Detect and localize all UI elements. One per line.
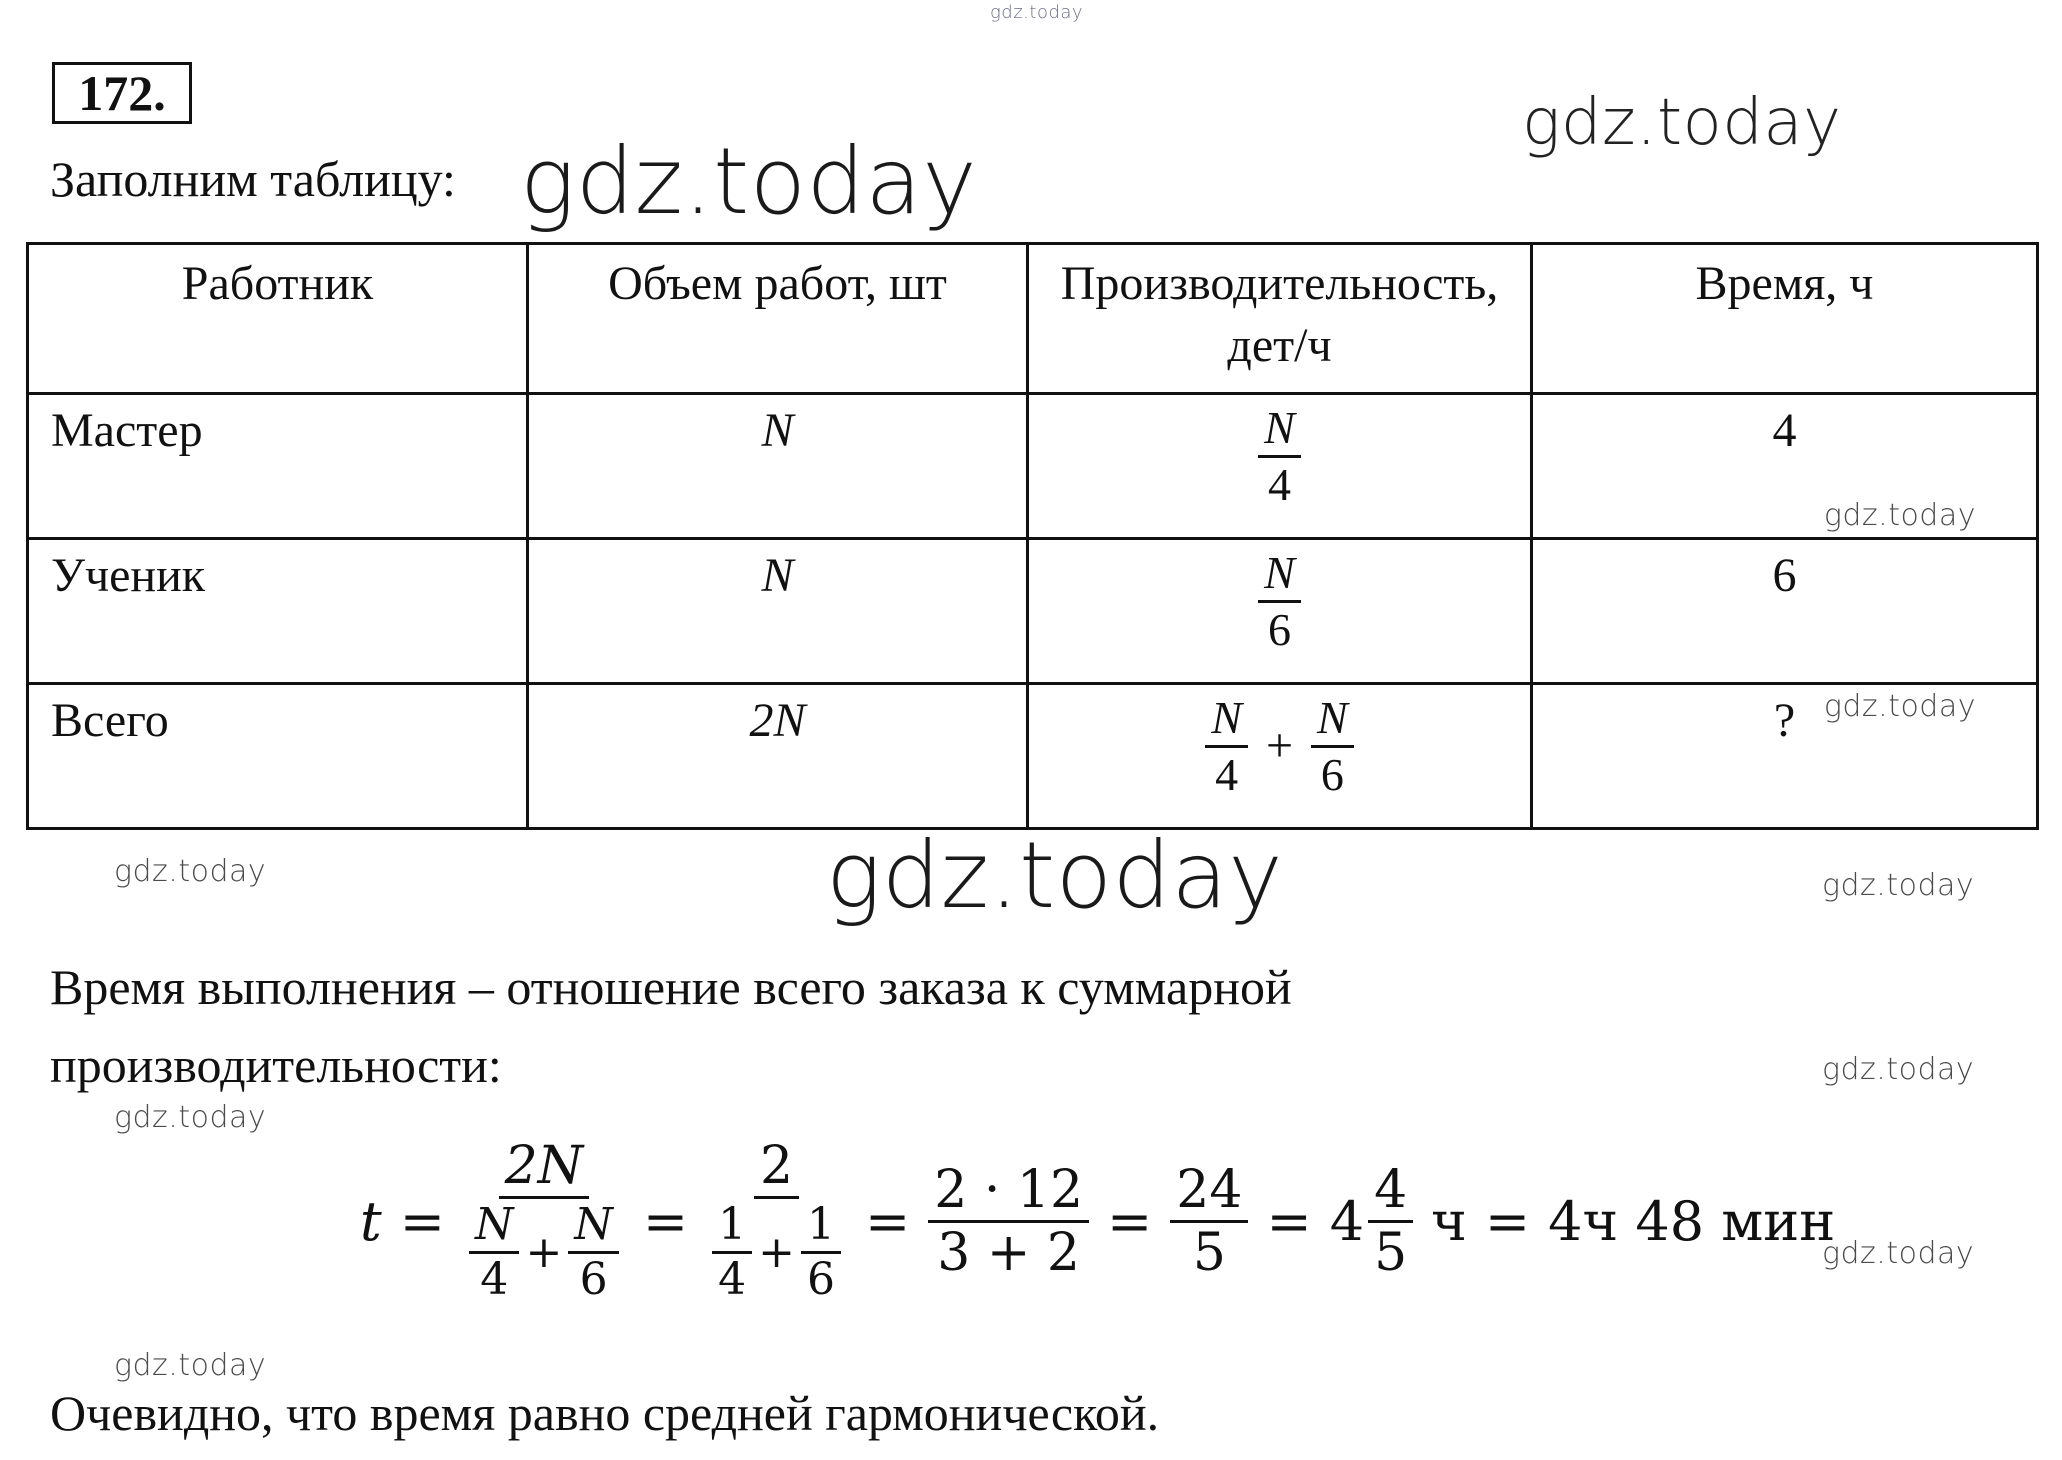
cell-volume: 2N — [528, 684, 1028, 829]
intro-text: Заполним таблицу: — [50, 151, 456, 207]
watermark-right-4: gdz.today — [1822, 1052, 1975, 1087]
watermark-left-2: gdz.today — [114, 1100, 267, 1135]
problem-number: 172. — [52, 62, 192, 124]
watermark-cell-2: gdz.today — [1823, 689, 1976, 724]
watermark-cell-1: gdz.today — [1823, 498, 1976, 533]
cell-worker: Мастер — [28, 394, 528, 539]
cell-volume: N — [528, 394, 1028, 539]
conclusion-text: Очевидно, что время равно средней гармонической. — [50, 1385, 1160, 1441]
mixed-number: 4 $\frac{4}{5}$ — [1330, 1164, 1413, 1279]
watermark-left-3: gdz.today — [114, 1348, 267, 1383]
watermark-left-1: gdz.today — [114, 854, 267, 889]
cell-time: ? gdz.today — [1532, 684, 2038, 829]
header-time: Время, ч — [1532, 244, 2038, 394]
table-row-master — [28, 394, 2038, 539]
cell-worker: Всего — [28, 684, 528, 829]
fraction-4: $\frac{24}{5}$ — [1170, 1164, 1248, 1279]
cell-productivity: $\frac{N}{4}$ — [1028, 394, 1532, 539]
table-row-total — [28, 684, 2038, 829]
watermark-right-5: gdz.today — [1822, 1236, 1975, 1271]
paragraph-line-1: Время выполнения – отношение всего заказа к суммарной — [50, 959, 1292, 1015]
fraction-1: 2N $\frac{N}{4}$ + $\frac{N}{6}$ — [463, 1140, 625, 1302]
time-formula: t = 2N $\frac{N}{4}$ + $\frac{N}{6}$ = 2 $\frac{1}{4}$ + $\frac{1}{6}$ = $\frac{2 \cdot 12}{3 + 2}$ = $\frac{24}{5}$ = 4 $\frac{4}{5}$ ч = 4ч 48 мин — [360, 1136, 1836, 1305]
cell-productivity: $\frac{N}{4}$ + $\frac{N}{6}$ — [1028, 684, 1532, 829]
work-table — [26, 242, 2039, 830]
table-header-row — [28, 244, 2038, 394]
fraction-3: $\frac{2 \cdot 12}{3 + 2}$ — [928, 1164, 1089, 1279]
watermark-top-right: gdz.today — [1522, 86, 1842, 160]
cell-time: 6 — [1532, 539, 2038, 684]
cell-worker: Ученик — [28, 539, 528, 684]
watermark-center: gdz.today — [826, 822, 1284, 929]
header-volume: Объем работ, шт — [528, 244, 1028, 394]
cell-time: 4 gdz.today — [1532, 394, 2038, 539]
header-productivity: Производительность, дет/ч — [1028, 244, 1532, 394]
watermark-intro: gdz.today — [520, 128, 978, 235]
watermark-right-3: gdz.today — [1822, 868, 1975, 903]
cell-productivity: $\frac{N}{6}$ — [1028, 539, 1532, 684]
fraction-2: 2 $\frac{1}{4}$ + $\frac{1}{6}$ — [706, 1140, 847, 1302]
header-worker: Работник — [28, 244, 528, 394]
table-row-student — [28, 539, 2038, 684]
cell-volume: N — [528, 539, 1028, 684]
paragraph-line-2: производительности: — [50, 1037, 502, 1093]
watermark-top: gdz.today — [990, 2, 1084, 23]
